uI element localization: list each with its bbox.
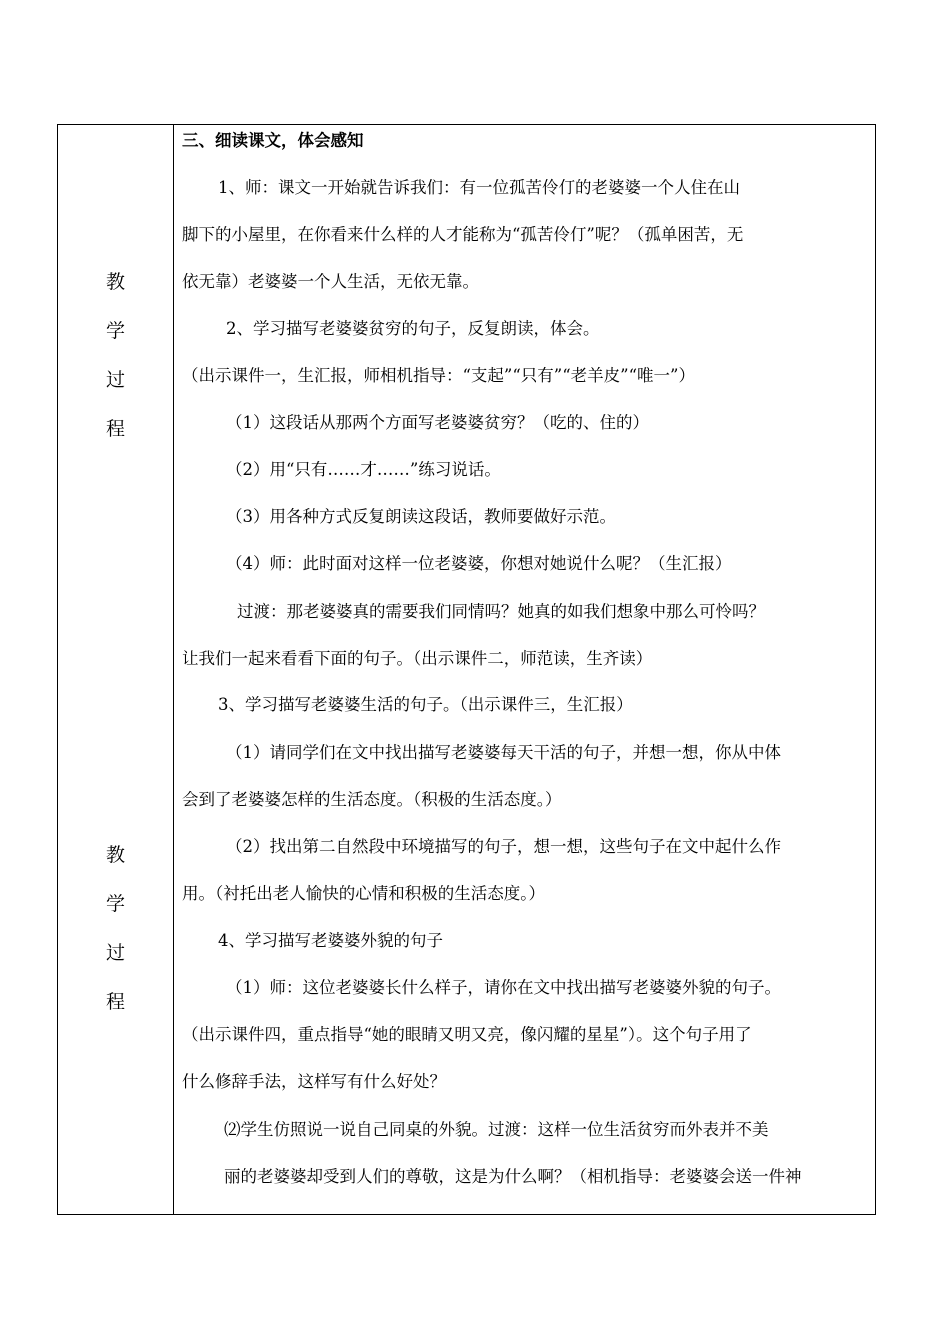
side-char: 学: [105, 893, 125, 915]
text-line: 1、师：课文一开始就告诉我们：有一位孤苦伶仃的老婆婆一个人住在山: [218, 178, 740, 197]
text-line: 会到了老婆婆怎样的生活态度。（积极的生活态度。）: [182, 790, 562, 809]
side-char: 学: [105, 320, 125, 342]
text-line: （出示课件四，重点指导“她的眼睛又明又亮，像闪耀的星星”）。这个句子用了: [182, 1025, 752, 1044]
side-label-bottom: [58, 831, 173, 1027]
text-line: 依无靠）老婆婆一个人生活，无依无靠。: [182, 272, 479, 291]
text-line: （2）用“只有……才……”练习说话。: [226, 460, 501, 479]
text-line: （2）找出第二自然段中环境描写的句子，想一想，这些句子在文中起什么作: [226, 837, 781, 856]
text-line: 4、学习描写老婆婆外貌的句子: [218, 931, 443, 950]
text-line: 过渡：那老婆婆真的需要我们同情吗？她真的如我们想象中那么可怜吗？: [237, 602, 765, 621]
text-line: ⑵学生仿照说一说自己同桌的外貌。过渡：这样一位生活贫穷而外表并不美: [224, 1120, 769, 1139]
section-heading: 三、细读课文，体会感知: [182, 131, 364, 150]
side-char: 程: [105, 418, 125, 440]
side-char: 过: [105, 942, 125, 964]
side-label-top: [58, 258, 173, 454]
side-char: 过: [105, 369, 125, 391]
text-line: 用。（衬托出老人愉快的心情和积极的生活态度。）: [182, 884, 545, 903]
text-line: 什么修辞手法，这样写有什么好处？: [182, 1072, 446, 1091]
text-line: （1）这段话从那两个方面写老婆婆贫穷？（吃的、住的）: [226, 413, 649, 432]
text-line: 让我们一起来看看下面的句子。（出示课件二，师范读，生齐读）: [182, 649, 653, 668]
text-line: （3）用各种方式反复朗读这段话，教师要做好示范。: [226, 507, 616, 526]
text-line: 2、学习描写老婆婆贫穷的句子，反复朗读，体会。: [226, 319, 600, 338]
text-line: 丽的老婆婆却受到人们的尊敬，这是为什么啊？（相机指导：老婆婆会送一件神: [224, 1167, 802, 1186]
column-divider: [173, 125, 174, 1214]
text-line: （出示课件一，生汇报，师相机指导：“支起”“只有”“老羊皮”“唯一”）: [182, 366, 695, 385]
side-char: 教: [105, 271, 125, 293]
text-line: （1）请同学们在文中找出描写老婆婆每天干活的句子，并想一想，你从中体: [226, 743, 781, 762]
text-line: （4）师：此时面对这样一位老婆婆，你想对她说什么呢？（生汇报）: [226, 554, 732, 573]
text-line: （1）师：这位老婆婆长什么样子，请你在文中找出描写老婆婆外貌的句子。: [226, 978, 781, 997]
text-line: 脚下的小屋里，在你看来什么样的人才能称为“孤苦伶仃”呢？（孤单困苦，无: [182, 225, 744, 244]
lesson-table: [57, 124, 876, 1215]
side-char: 教: [105, 844, 125, 866]
side-char: 程: [105, 991, 125, 1013]
text-line: 3、学习描写老婆婆生活的句子。（出示课件三，生汇报）: [218, 695, 633, 714]
